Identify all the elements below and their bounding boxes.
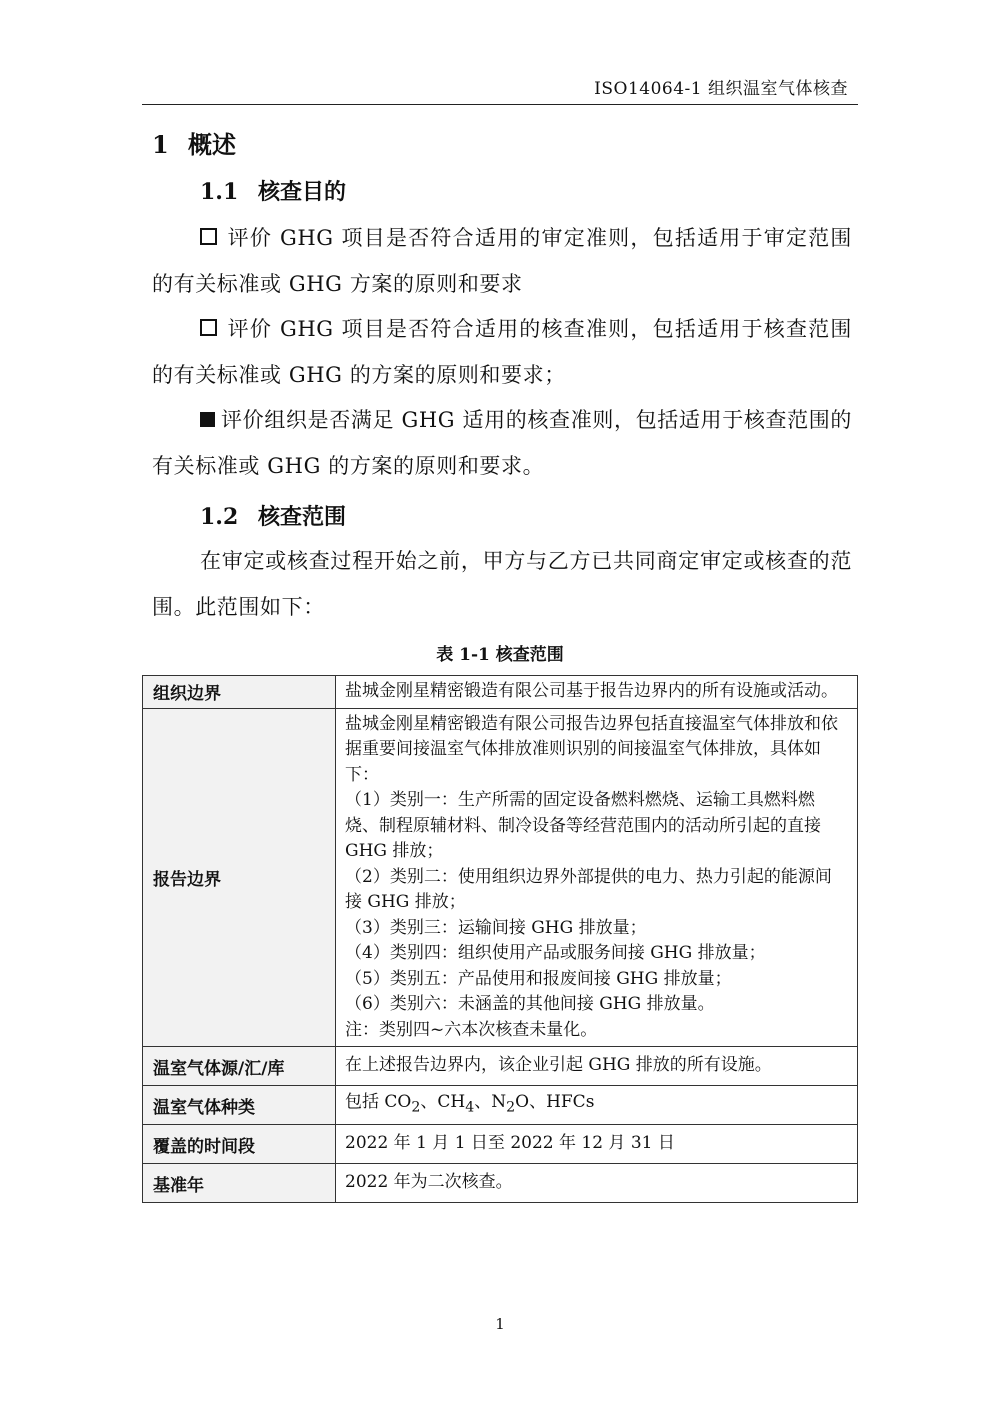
cell-line: （5）类别五：产品使用和报废间接 GHG 排放量；: [345, 968, 732, 989]
cell-line: （3）类别三：运输间接 GHG 排放量；: [345, 917, 647, 938]
cell-line: （2）类别二：使用组织边界外部提供的电力、热力引起的能源间接 GHG 排放；: [345, 866, 832, 912]
cell-line: （6）类别六：未涵盖的其他间接 GHG 排放量。: [345, 994, 715, 1014]
table-caption: 表 1-1 核查范围: [436, 645, 564, 665]
row-value-period: [336, 1125, 858, 1164]
row-value-org-boundary: [336, 676, 858, 709]
page-header-title: ISO14064-1 组织温室气体核查: [594, 79, 848, 99]
row-value-report-boundary: [336, 708, 858, 1047]
cell-line: 盐城金刚星精密锻造有限公司报告边界包括直接温室气体排放和依据重要间接温室气体排放准则识别的间接温室气体排放，具体如下：: [345, 713, 838, 785]
row-value-sources: [336, 1047, 858, 1086]
section-1-2-number: 1.2: [200, 504, 239, 530]
section-1-heading: [152, 125, 236, 160]
checkbox-filled-icon: [200, 412, 215, 427]
objective-item-2: [152, 306, 852, 398]
section-1-1-number: 1.1: [200, 179, 239, 205]
checkbox-empty-icon: [200, 319, 217, 336]
row-label-org-boundary: 组织边界: [143, 676, 336, 709]
table-row: [143, 1047, 858, 1086]
row-value-gas-types: 包括 $CO_2$、$CH_4$、$N_2O$、HFCs: [336, 1086, 858, 1125]
header-divider: [142, 104, 858, 105]
row-label-report-boundary: 报告边界: [143, 708, 336, 1047]
row-label-period: 覆盖的时间段: [143, 1125, 336, 1164]
objective-item-1: [152, 215, 852, 307]
scope-intro: 在审定或核查过程开始之前，甲方与乙方已共同商定审定或核查的范围。此范围如下：: [152, 549, 852, 619]
objective-text-2: 评价 GHG 项目是否符合适用的核查准则，包括适用于核查范围的有关标准或 GHG 的方案的原则和要求；: [152, 317, 852, 387]
table-row: [143, 1164, 858, 1203]
objective-text-3: 评价组织是否满足 GHG 适用的核查准则，包括适用于核查范围的有关标准或 GHG 的方案的原则和要求。: [152, 408, 852, 478]
section-1-1-title: 核查目的: [258, 179, 347, 205]
cell-line: （4）类别四：组织使用产品或服务间接 GHG 排放量；: [345, 943, 766, 963]
page-number: 1: [495, 1315, 505, 1333]
table-row: [143, 676, 858, 709]
section-1-number: 1: [152, 130, 169, 159]
table-row: [143, 1086, 858, 1125]
cell-line: 盐城金刚星精密锻造有限公司基于报告边界内的所有设施或活动。: [345, 681, 838, 701]
table-row: [143, 708, 858, 1047]
cell-line: 在上述报告边界内，该企业引起 GHG 排放的所有设施。: [345, 1055, 772, 1076]
table-row: [143, 1125, 858, 1164]
row-label-sources: 温室气体源/汇/库: [143, 1047, 336, 1086]
section-1-title: 概述: [188, 130, 236, 159]
row-value-base-year: [336, 1164, 858, 1203]
cell-line: 2022 年 1 月 1 日至 2022 年 12 月 31 日: [345, 1133, 675, 1154]
cell-line: 2022 年为二次核查。: [345, 1172, 513, 1193]
objective-item-3: [152, 397, 852, 489]
section-1-2-heading: [200, 500, 346, 531]
cell-line: 注：类别四~六本次核查未量化。: [345, 1019, 598, 1040]
section-1-1-heading: [200, 175, 346, 206]
row-label-base-year: 基准年: [143, 1164, 336, 1203]
scope-table: [142, 675, 858, 1203]
checkbox-empty-icon: [200, 228, 217, 245]
section-1-2-title: 核查范围: [258, 504, 347, 530]
objective-text-1: 评价 GHG 项目是否符合适用的审定准则，包括适用于审定范围的有关标准或 GHG 方案的原则和要求: [152, 226, 852, 296]
cell-line: （1）类别一：生产所需的固定设备燃料燃烧、运输工具燃料燃烧、制程原辅材料、制冷设备等经营范围内的活动所引起的直接 GHG 排放；: [345, 790, 821, 861]
row-label-gas-types: 温室气体种类: [143, 1086, 336, 1125]
